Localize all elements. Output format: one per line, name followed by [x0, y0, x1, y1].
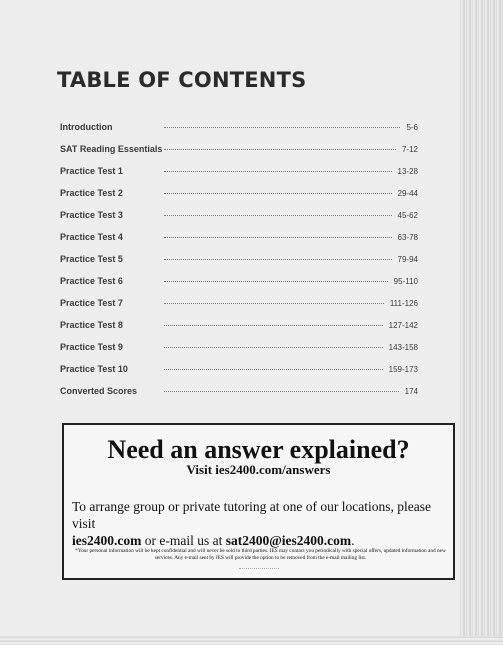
toc-entry-label: Converted Scores	[60, 386, 138, 396]
toc-entry	[60, 166, 418, 188]
toc-entry-label: Practice Test 3	[60, 210, 123, 220]
page-title: TABLE OF CONTENTS	[57, 68, 307, 92]
page-stack-bottom-edge	[0, 636, 503, 645]
toc-entry-page: 45-62	[397, 211, 418, 220]
toc-entry-label: Practice Test 6	[60, 276, 123, 286]
toc-leader-dots	[164, 193, 392, 194]
toc-leader-dots	[164, 303, 384, 304]
toc-leader-dots	[164, 281, 388, 282]
toc-entry-label: Practice Test 7	[60, 298, 123, 308]
toc-entry	[60, 210, 418, 232]
toc-leader-dots	[164, 149, 396, 150]
toc-entry	[60, 122, 418, 144]
toc-leader-dots	[164, 171, 392, 172]
toc-leader-dots	[164, 391, 399, 392]
toc-entry	[60, 232, 418, 254]
toc-entry	[60, 254, 418, 276]
toc-entry-label: Practice Test 5	[60, 254, 123, 264]
toc-leader-dots	[164, 215, 392, 216]
toc-entry	[60, 342, 418, 364]
toc-entry-label: Practice Test 1	[60, 166, 123, 176]
promo-subline: Visit ies2400.com/answers	[186, 462, 331, 477]
toc-entry	[60, 188, 418, 210]
toc-entry-page: 174	[404, 387, 418, 396]
toc-leader-dots	[164, 347, 383, 348]
toc-entry-label: SAT Reading Essentials	[60, 144, 163, 154]
promo-email-link[interactable]: sat2400@ies2400.com	[225, 533, 352, 548]
toc-entry	[60, 364, 418, 386]
toc-entry	[60, 144, 418, 166]
promo-body	[72, 498, 449, 549]
toc-leader-dots	[164, 127, 400, 128]
toc-entry-label: Practice Test 9	[60, 342, 123, 352]
toc-entry-page: 63-78	[397, 233, 418, 242]
toc-entry	[60, 320, 418, 342]
toc-entry-page: 7-12	[401, 145, 418, 154]
page-stack-edge	[460, 0, 503, 645]
promo-body-end: .	[351, 533, 355, 548]
table-of-contents	[60, 122, 418, 408]
toc-entry	[60, 386, 418, 408]
toc-entry-page: 79-94	[397, 255, 418, 264]
promo-site-link[interactable]: ies2400.com	[72, 533, 142, 548]
faint-mark	[239, 568, 279, 575]
toc-entry-page: 143-158	[388, 343, 418, 352]
toc-entry	[60, 276, 418, 298]
toc-entry-label: Practice Test 4	[60, 232, 123, 242]
toc-entry-label: Practice Test 10	[60, 364, 128, 374]
answer-promo-box	[62, 423, 455, 580]
toc-entry-page: 29-44	[397, 189, 418, 198]
toc-leader-dots	[164, 369, 383, 370]
toc-entry-page: 5-6	[406, 123, 418, 132]
toc-entry-page: 13-28	[397, 167, 418, 176]
toc-entry-label: Practice Test 8	[60, 320, 123, 330]
toc-leader-dots	[164, 259, 392, 260]
toc-leader-dots	[164, 325, 383, 326]
promo-fine-print: *Your personal information will be kept confidential and will never be sold to third parties. IES may contact you periodically with special offers, updated information and new services. Any e-mail sent by IES will provide the option to be removed from the e-mail mailing list.	[75, 548, 446, 561]
toc-entry-page: 127-142	[388, 321, 418, 330]
toc-entry-label: Practice Test 2	[60, 188, 123, 198]
toc-entry	[60, 298, 418, 320]
toc-leader-dots	[164, 237, 392, 238]
toc-entry-page: 95-110	[393, 277, 418, 286]
toc-entry-page: 111-126	[389, 299, 418, 308]
promo-headline: Need an answer explained?	[107, 435, 410, 464]
toc-entry-page: 159-173	[388, 365, 418, 374]
toc-entry-label: Introduction	[60, 122, 113, 132]
promo-body-mid: or e-mail us at	[141, 533, 226, 548]
promo-body-intro: To arrange group or private tutoring at one of our locations, please visit	[72, 499, 431, 531]
